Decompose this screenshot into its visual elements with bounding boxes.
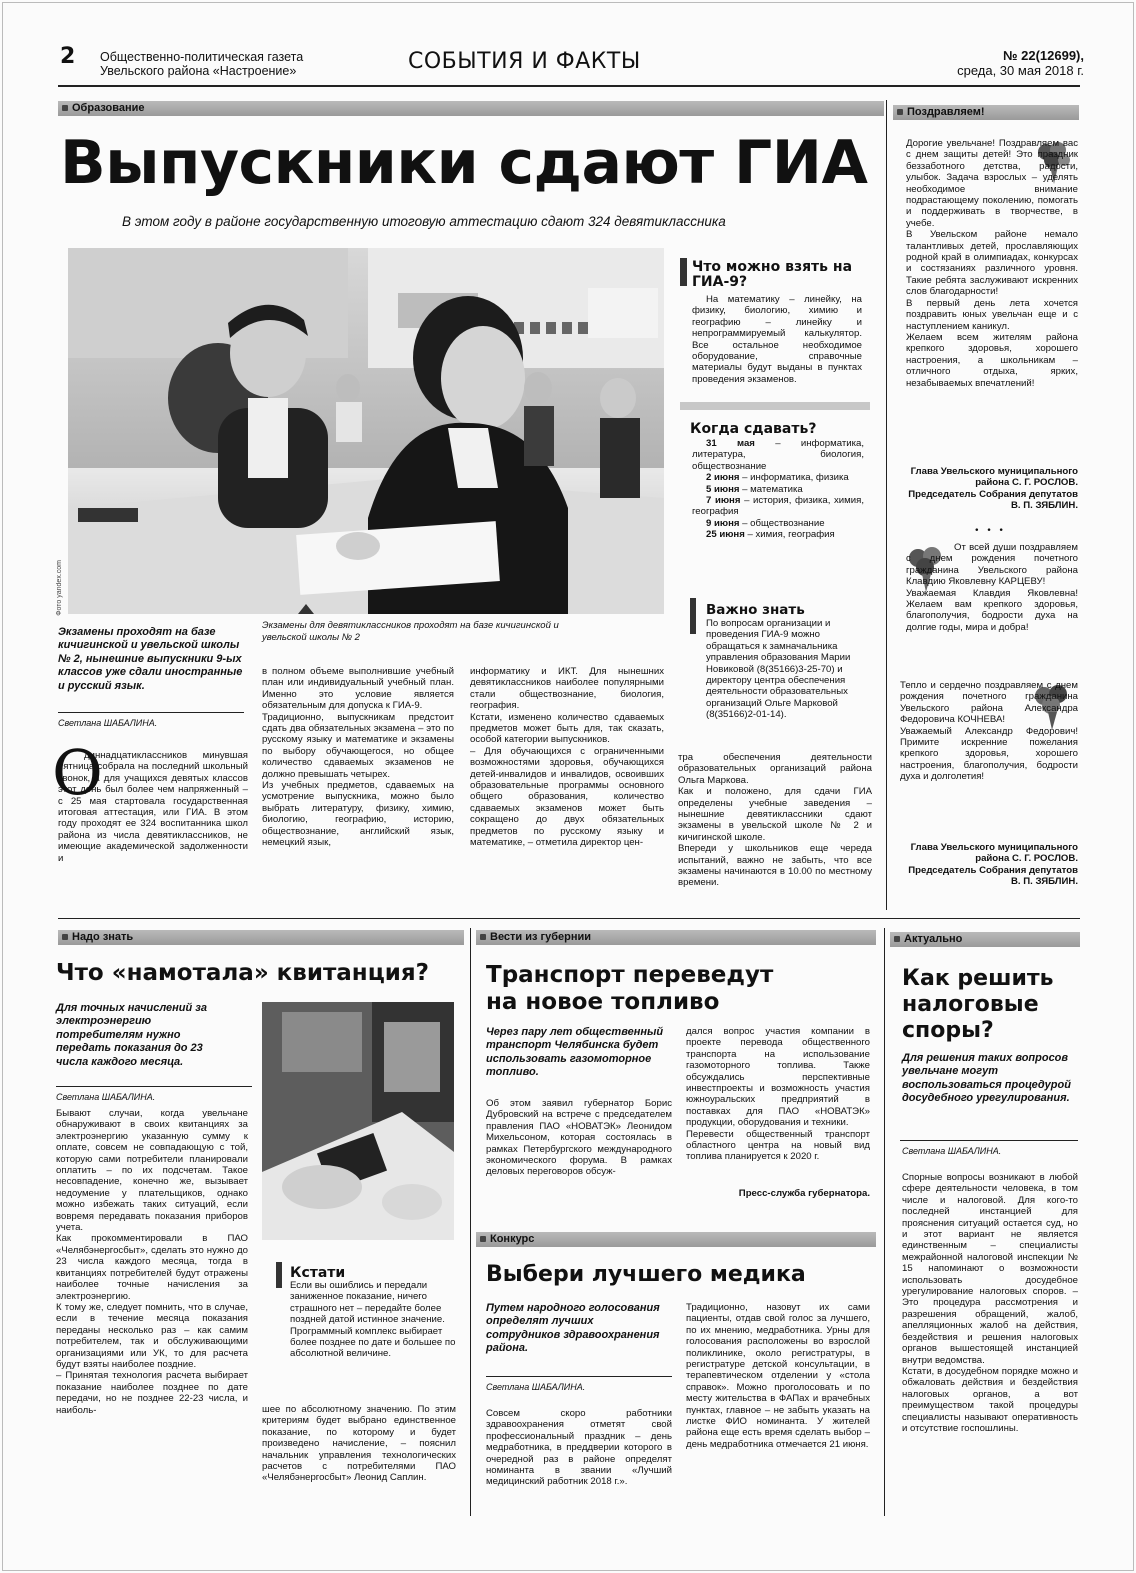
photo-credit: Фото yandex.com [56, 560, 63, 616]
column-divider [470, 928, 471, 1516]
issue-date: среда, 30 мая 2018 г. [957, 63, 1084, 78]
congrats-signature-1: Глава Увельского муниципального района С. Г. РОСЛОВ. Председатель Собрания депутатов В. П. ЗЯБЛИН. [908, 466, 1078, 512]
schedule-row: 25 июня – химия, география [706, 529, 835, 541]
congrats-separator: • • • [974, 526, 1006, 536]
congrats-block-1: Дорогие увельчане! Поздравляем вас с днем защиты детей! Это праздник беззаботного детства, радости, улыбок. Задача взрослых – уделять необходимое внимание подрастающему поколению, помогать и поддерживать в творчестве, в учебе. В Увельском районе немало талантливых детей, прославляющих родной край в олимпиадах, конкурсах и состязаниях различного уровня. Такие ребята заслуживают искренних слов благодарности! В первый день лета хочется поздравить юных увельчан еще и с наступлением каникул. Желаем всем жителям района крепкого здоровья, хорошего настроения, а школьникам – отличного отдыха, ярких, незабываемых впечатлений! [906, 138, 1078, 389]
exam-schedule [692, 438, 864, 570]
tax-text: Спорные вопросы возникают в любой сфере деятельности человека, в том числе и налоговой. Для кого-то последней инстанцией для прояснения ситуаций остается суд, но и этот вариант не является единственным – специалисты межрайонной налоговой инспекции № 15 напоминают о возможности использовать досудебное урегулирование налоговых споров. – Это процедура рассмотрения и разрешения обращений, жалоб, апелляционных жалоб на действия, бездействия и решения налоговых органов вышестоящей инстанцией внутри ведомства. Кстати, в досудебном порядке можно и обжаловать действия и бездействия налоговых органов, а вот преимуществом такой процедуры специалисты называют оперативность и отсутствие госпошлины. [902, 1172, 1078, 1434]
tax-author: Светлана ШАБАЛИНА. [902, 1146, 1002, 1156]
rubric-topical: Актуально [890, 932, 1080, 947]
important-title: Важно знать [706, 602, 805, 618]
receipt-text-1: Бывают случаи, когда увельчане обнаруживают в своих квитанциях за электроэнергию указанную сумму к оплате, совсем не совпадающую с той, которую сами потребители планировали оплатить – по их подсчетам. Такое несовпадение, конечно же, вызывает недоумение у плательщиков, однако можно избежать таких ситуаций, если вовремя передавать показания приборов учета. Как прокомментировали в ПАО «Челябэнергосбыт», сделать это нужно до 23 числа каждого месяца, тогда в квитанциях потребителей будут отражены наиболее точные начисления за электроэнергию. К тому же, следует помнить, что в случае, если в течение месяца показания переданы несколько раз – как самим потребителем, так и обслуживающими организациями или УК, то для расчета будут взяты наиболее поздние. – Принятая технология расчета выбирает показание наиболее позднее по дате передачи, но не позднее 22-23 числа, и наиболь- [56, 1108, 248, 1416]
medic-text-1: Совсем скоро работники здравоохранения отметят свой профессиональный праздник – день медработника, в преддверии которого в очередной раз в районе определят номинанта в звании «Лучший медицинский работник 2018 г.». [486, 1408, 672, 1488]
main-headline: Выпускники сдают ГИА [60, 128, 868, 198]
main-author: Светлана ШАБАЛИНА. [58, 718, 158, 728]
issue-number: № 22(12699), [1003, 48, 1084, 63]
main-col-4: тра обеспечения деятельности образовательных организаций района Ольга Маркова. Как и положено, для сдачи ГИА определены учебные заведения – нынешние девятиклассники сдают экзамены в увельской школе № 2 и кичигинской школе. Впереди у школьников еще череда испытаний, важно не забыть, что все экзамены начинаются в 10.00 по местному времени. [678, 752, 872, 889]
transport-lead: Через пару лет общественный транспорт Челябинска будет использовать газомоторное топливо. [486, 1026, 664, 1079]
receipt-headline: Что «намотала» квитанция? [56, 960, 429, 986]
transport-text-2: дался вопрос участия компании в проекте перевода общественного транспорта на использование газомоторного топлива. Также обсуждались перспективные инвестпроекты и возможность участия южноуральских предприятий в поставках для ПАО «НОВАТЭК» продукции, оборудования и техники. Перевести общественный транспорт областного центра на новый вид топлива планируется к 2020 г. [686, 1026, 870, 1163]
drop-cap: О [52, 736, 103, 809]
what-to-take-text: На математику – линейку, на физику, биологию, химию и географию – линейку и непрограммируемый калькулятор. Все остальное необходимое оборудование, справочные материалы будут выданы в пунктах проведения экзаменов. [692, 294, 862, 385]
transport-source: Пресс-служба губернатора. [738, 1188, 870, 1199]
calculator-photo-illustration [262, 1002, 454, 1240]
lead-rule [58, 712, 244, 713]
schedule-row: 9 июня – обществознание [706, 517, 825, 529]
rubric-education: Образование [58, 101, 884, 116]
receipt-author: Светлана ШАБАЛИНА. [56, 1092, 156, 1102]
rubric-region-news: Вести из губернии [476, 930, 876, 945]
column-divider [886, 100, 887, 910]
section-rule [58, 918, 1080, 919]
medic-text-2: Традиционно, назовут их сами пациенты, отдав свой голос за лучшего, по их мнению, медработника. Урны для голосования расположены во взрослой поликлинике, около регистратуры, в регистратуре детской консультации, в терапевтическом отделении у «стола справок». Можно проголосовать и по месту жительства в ФАПах и врачебных пунктах, главное – не забыть указать на листке ФИО номинанта. У жителей района еще есть время сделать выбор – день медработника отмечается 21 июня. [686, 1302, 870, 1450]
congrats-block-2: От всей души поздравляем с днем рождения почетного гражданина Увельского района Клавдию Яковлевну КАРЦЕВУ! Уважаемая Клавдия Яковлевна! Желаем вам крепкого здоровья, благополучия, бодрости духа на долгие годы, мира и добра! [906, 542, 1078, 633]
important-text: По вопросам организации и проведения ГИА-9 можно обращаться к замначальника управления образования Марии Новиковой (8(35166)3-25-70) и директору центра обеспечения деятельности образовательных организаций Ольге Марковой (8(35166)2-01-14). [706, 618, 851, 721]
rubric-congrats: Поздравляем! [893, 105, 1079, 120]
tax-headline: Как решить налоговые споры? [902, 966, 1054, 1043]
schedule-row: 2 июня – информатика, физика [706, 472, 849, 484]
schedule-row: 5 июня – математика [706, 483, 803, 495]
lead-rule [900, 1140, 1078, 1141]
schedule-row: 7 июня – история, физика, химия, география [692, 495, 864, 518]
main-subhead: В этом году в районе государственную итоговую аттестацию сдают 324 девятиклассника [122, 214, 726, 229]
exam-photo [68, 248, 664, 614]
header-rule [58, 85, 1080, 87]
exam-photo-illustration [68, 248, 664, 614]
main-col-2: в полном объеме выполнившие учебный план или индивидуальный учебный план. Именно это условие является обязательным для допуска к ГИА-9. Традиционно, выпускникам предстоит сдать два обязательных экзамена – это по русскому языку и математике и экзамены по выбору обучающегося, но общее количество сдаваемых экзаменов не должно превышать четырех. Из учебных предметов, сдаваемых на усмотрение выпускника, можно было выбрать литературу, физику, химию, биологию, географию, историю, обществознание, английский язык, немецкий язык, [262, 666, 454, 849]
receipt-text-2: шее по абсолютному значению. По этим критериям будет выбрано единственное показание, по которому и будет произведено начисление, – пояснил начальник управления технологических расчетов с потребителями ПАО «Челябэнергосбыт» Леонид Саплин. [262, 1404, 456, 1484]
publisher-line-1: Общественно-политическая газета [100, 50, 304, 64]
receipt-lead: Для точных начислений за электроэнергию потребителям нужно передать показания до 23 числа каждого месяца. [56, 1002, 208, 1068]
medic-lead: Путем народного голосования определят лучших сотрудников здравоохранения района. [486, 1302, 660, 1355]
congrats-signature-2: Глава Увельского муниципального района С. Г. РОСЛОВ. Председатель Собрания депутатов В. П. ЗЯБЛИН. [908, 842, 1078, 888]
medic-author: Светлана ШАБАЛИНА. [486, 1382, 586, 1392]
main-lead: Экзамены проходят на базе кичигинской и увельской школы № 2, нынешние выпускники 9-ых классов уже сдали иностранные и русский язык. [58, 626, 243, 692]
page-number: 2 [60, 44, 76, 69]
medic-headline: Выбери лучшего медика [486, 1262, 806, 1287]
when-title: Когда сдавать? [690, 421, 817, 437]
issue-info [900, 48, 1084, 78]
section-title: СОБЫТИЯ И ФАКТЫ [408, 49, 641, 74]
column-divider [884, 928, 885, 1516]
transport-headline: Транспорт переведут на новое топливо [486, 962, 774, 1015]
schedule-row: 31 мая – информатика, литература, биология, обществознание [692, 438, 864, 472]
publisher-line-2: Увельского района «Настроение» [100, 64, 297, 78]
photo-caption: Экзамены для девятиклассников проходят на базе кичигинской и увельской школы № 2 [262, 620, 559, 643]
transport-text-1: Об этом заявил губернатор Борис Дубровский на встрече с председателем правления ПАО «НОВАТЭК» Леонидом Михельсоном, которая состоялась в рамках Петербургского международного экономического форума. В рамках деловых переговоров обсуж- [486, 1098, 672, 1178]
lead-rule [56, 1086, 252, 1087]
main-col-3: информатику и ИКТ. Для нынешних девятиклассников наиболее популярными стали обществознание, биология, география. Кстати, изменено количество сдаваемых предметов может быть для, так сказать, особой категории выпускников. – Для обучающихся с ограниченными возможностями здоровья, обучающихся детей-инвалидов и инвалидов, освоивших образовательные программы основного общего образования, количество сдаваемых экзаменов может быть сокращено до двух обязательных предметов по русскому языку и математике, – отметила директор цен- [470, 666, 664, 849]
box-marker [680, 258, 687, 286]
what-to-take-title: Что можно взять на ГИА-9? [692, 259, 853, 290]
publisher-info [100, 50, 303, 78]
box-marker [690, 598, 696, 634]
congrats-block-3: Тепло и сердечно поздравляем с днем рождения почетного гражданина Увельского района Александра Федоровича КОЧНЕВА! Уважаемый Александр Федорович! Примите искренние пожелания крепкого здоровья, хорошего настроения, благополучия, бодрости духа и долголетия! [900, 680, 1078, 783]
box-marker [276, 1262, 282, 1288]
lead-rule [486, 1376, 672, 1377]
kstati-title: Кстати [290, 1265, 346, 1281]
tax-lead: Для решения таких вопросов увельчане могут воспользоваться процедурой досудебного урегулирования. [902, 1052, 1071, 1105]
box-divider [680, 402, 870, 410]
caption-pointer-icon [298, 604, 314, 614]
calculator-photo [262, 1002, 454, 1240]
rubric-contest: Конкурс [476, 1232, 876, 1247]
rubric-need-to-know: Надо знать [58, 930, 464, 945]
kstati-text: Если вы ошиблись и передали заниженное показание, ничего страшного нет – передайте более поздней датой истинное значение. Программный комплекс выбирает более позднее по дате и большее по абсолютной величине. [290, 1280, 456, 1360]
main-col-1: диннадцатиклассников минувшая пятница собрала на последний школьный звонок, а для учащихся девятых классов этот день был более чем напряженный – с 25 мая стартовала государственная итоговая аттестация, или ГИА. В этом году проходят ее 324 воспитанника школ района из числа девятиклассников, не имеющие академической задолженности и [58, 750, 248, 864]
